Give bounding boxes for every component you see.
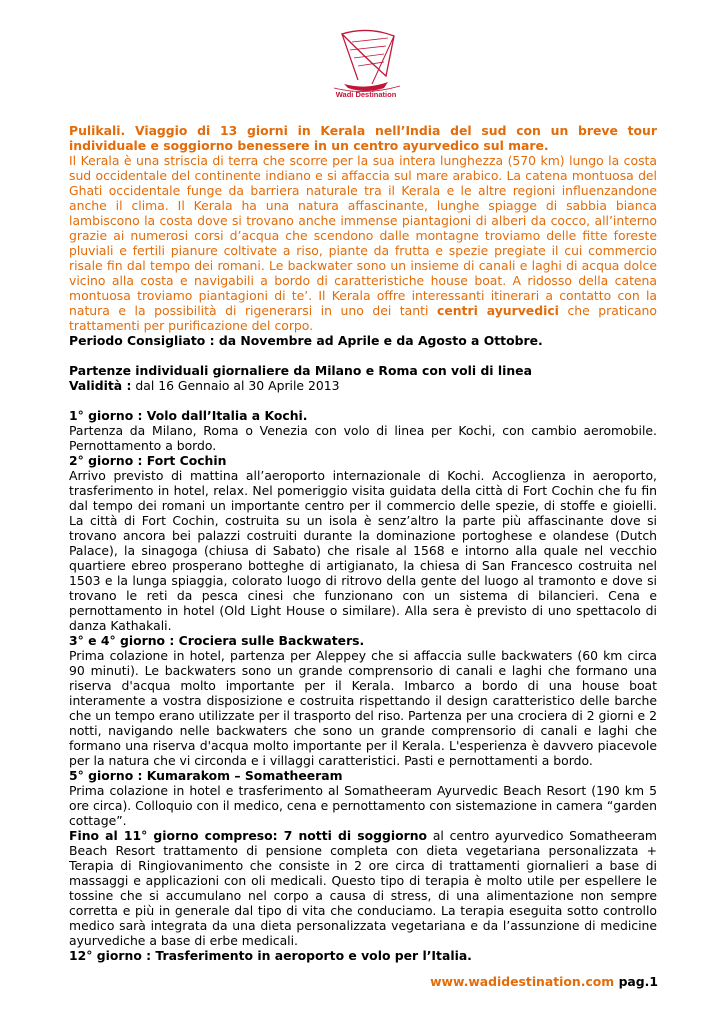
validity-line (69, 378, 657, 393)
recommended-period: Periodo Consigliato : da Novembre ad Aprile e da Agosto a Ottobre. (69, 333, 543, 348)
trip-title: Pulikali. Viaggio di 13 giorni in Kerala nell’India del sud con un breve tour individuale e soggiorno benessere in un centro ayurvedico sul mare. (69, 123, 657, 153)
validity-label: Validità : (69, 378, 132, 393)
document-body (69, 123, 657, 963)
day-title: 1° giorno : Volo dall’Italia a Kochi. (69, 408, 308, 423)
day-title: 3° e 4° giorno : Crociera sulle Backwaters. (69, 633, 365, 648)
last-day: 12° giorno : Trasferimento in aeroporto e volo per l’Italia. (69, 948, 472, 963)
stay-section (69, 828, 657, 948)
intro-section (69, 123, 657, 333)
validity-value: dal 16 Gennaio al 30 Aprile 2013 (135, 378, 340, 393)
departures-info: Partenze individuali giornaliere da Milano e Roma con voli di linea (69, 363, 532, 378)
stay-title: Fino al 11° giorno compreso: 7 notti di soggiorno (69, 828, 428, 843)
day-title: 5° giorno : Kumarakom – Somatheeram (69, 768, 343, 783)
day-title: 2° giorno : Fort Cochin (69, 453, 227, 468)
website-link[interactable]: www.wadidestination.com (430, 974, 615, 989)
page-number: pag.1 (618, 974, 658, 989)
stay-text: al centro ayurvedico Somatheeram Beach Resort trattamento di pensione completa con dieta vegetariana personalizzata + Terapia di Ringiovanimento che consiste in 2 ore circa di trattamenti giornalieri a base di massaggi e applicazioni con oli medicali. Questo tipo di terapia è molto utile per espellere le tossine che si accumulano nel corpo a causa di stress, di una alimentazione non sempre corretta e più in generale dal tipo di vita che conduciamo. La terapia eseguita sotto controllo medico sarà integrata da una dieta personalizzata vegetariana e da l’assunzione di medicine ayurvediche a base di erbe medicali. (69, 828, 657, 948)
day-text: Arrivo previsto di mattina all’aeroporto internazionale di Kochi. Accoglienza in aeroporto, trasferimento in hotel, relax. Nel pomeriggio visita guidata della città di Fort Cochin che fu fin dal tempo dei romani un importante centro per il commercio delle spezie, di stoffe e gioielli. La città di Fort Cochin, costruita su un isola è senz’altro la parte più affascinante dove si trovano ancora bei palazzi costruiti durante la dominazione portoghese e olandese (Dutch Palace), la sinagoga (chiusa di Sabato) che risale al 1568 e intorno alla quale nel vecchio quartiere ebreo prosperano botteghe di artigianato, la chiesa di San Francesco costruita nel 1503 e la lunga spiaggia, colorato luogo di ritrovo della gente del luogo al tramonto e dove si trovano le reti da pesca cinesi che funzionano con un sistema di bilancieri. Cena e pernottamento in hotel (Old Light House o similare). Alla sera è previsto di uno spettacolo di danza Kathakali. (69, 468, 657, 633)
page-footer (430, 974, 658, 989)
day-text: Prima colazione in hotel, partenza per Aleppey che si affaccia sulle backwaters (60 km circa 90 minuti). Le backwaters sono un grande comprensorio di canali e laghi che formano una riserva d'acqua molto importante per il Kerala. Imbarco a bordo di una house boat interamente a vostra disposizione e costruita rispettando il design caratteristico delle barche che un tempo erano utilizzate per il trasporto del riso. Partenza per una crociera di 2 giorni e 2 notti, navigando nelle backwaters che sono un grande comprensorio di canali e laghi che formano una riserva d'acqua molto importante per il Kerala. L'esperienza è davvero piacevole per la natura che vi circonda e i villaggi caratteristici. Pasti e pernottamenti a bordo. (69, 648, 657, 768)
intro-text-start: Il Kerala è una striscia di terra che scorre per la sua intera lunghezza (570 km) lungo la costa sud occidentale del continente indiano e si affaccia sul mare arabico. La catena montuosa del Ghati occidentale funge da barriera naturale tra il Kerala e le altre regioni influenzandone anche il clima. Il Kerala ha una natura affascinante, lunghe spiagge di sabbia bianca lambiscono la costa dove si trovano anche immense piantagioni di alberi da cocco, all’interno grazie ai numerosi corsi d’acqua che scendono dalle montagne troviamo delle fitte foreste pluviali e fertili pianure coltivate a riso, piante da frutta e spezie pregiate il cui commercio risale fin dal tempo dei romani. Le backwater sono un insieme di canali e laghi di acqua dolce vicino alla costa e navigabili a bordo di caratteristiche house boat. A ridosso della catena montuosa troviamo piantagioni di te’. Il Kerala offre interessanti itinerari a contatto con la natura e la possibilità di rigenerarsi in uno dei tanti (69, 153, 657, 318)
logo-brand-text: Wadi Destination (335, 90, 397, 99)
day-text: Partenza da Milano, Roma o Venezia con volo di linea per Kochi, con cambio aeromobile. Pernottamento a bordo. (69, 423, 657, 453)
day-text: Prima colazione in hotel e trasferimento al Somatheeram Ayurvedic Beach Resort (190 km 5 ore circa). Colloquio con il medico, cena e pernottamento con sistemazione in camera “garden cottage”. (69, 783, 657, 828)
intro-highlight: centri ayurvedici (436, 303, 559, 318)
intro-text-end: che praticano trattamenti per purificazione del corpo. (69, 303, 657, 333)
